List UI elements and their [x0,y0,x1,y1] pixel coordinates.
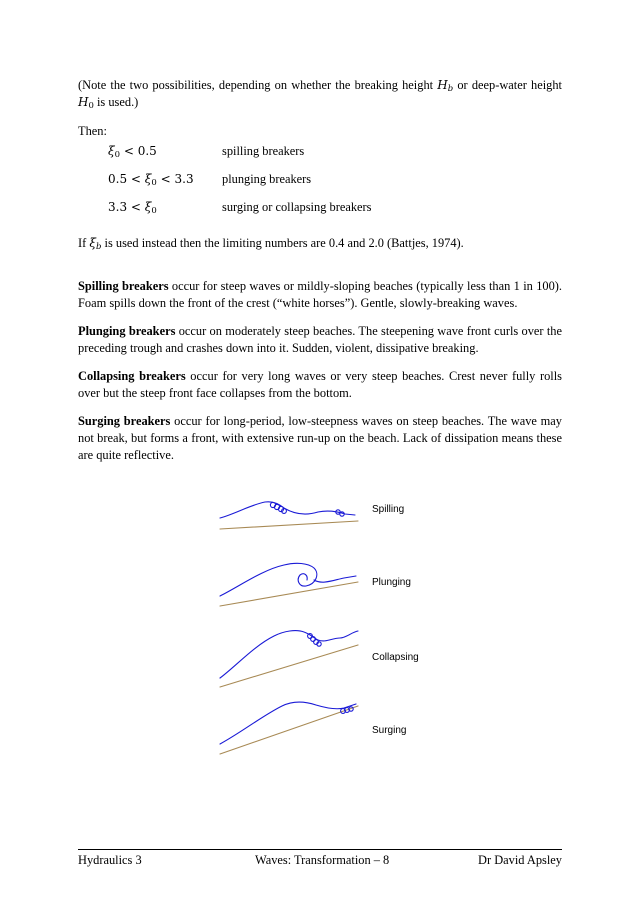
figure-label-spilling: Spilling [372,504,405,515]
figure-label-surging: Surging [372,725,407,736]
condition-spilling-desc: spilling breakers [222,144,305,158]
condition-spilling: $\xi_0 < 0.5$ [108,144,157,160]
xi-b-symbol: $\xi_b$ [89,236,102,252]
paragraph-spilling: Spilling breakers occur for steep waves or mildly-sloping beaches (typically less than 1 in 100). Foam spills down the front of the crest (“white horses”). Gentle, slowly-breaking waves. [78,279,563,310]
then-label: Then: [78,124,107,138]
note-text-1: (Note the two possibilities, depending on whether the breaking height [78,78,438,92]
paragraph-spilling-title: Spilling breakers [78,279,169,293]
condition-surging: $3.3 < \xi_0$ [108,200,157,216]
deep-water-height-symbol: $H_0$ [78,95,94,111]
note-text-3: is used.) [93,95,139,109]
footer-course: Hydraulics 3 [78,853,142,867]
paragraph-surging: Surging breakers occur for long-period, low-steepness waves on steep beaches. The wave may not break, but forms a front, with extensive run-up on the beach. Lack of dissipation means these are quite reflective. [78,414,563,462]
breaking-height-symbol: $H_b$ [437,78,454,94]
battjes-note: If $\xi_b$ is used instead then the limiting numbers are 0.4 and 2.0 (Battjes, 1974). [78,236,464,252]
beach-slope-plunging [220,582,358,606]
footer-page-title: Waves: Transformation – 8 [255,853,390,867]
paragraph-collapsing: Collapsing breakers occur for very long waves or very steep beaches. Crest never fully rolls over but the steep front face collapses from the bottom. [78,369,562,400]
wave-profile-surging [220,702,356,744]
wave-profile-plunging [220,563,356,596]
beach-slope-surging [220,706,358,754]
beach-slope-collapsing [220,645,358,687]
paragraph-plunging: Plunging breakers occur on moderately steep beaches. The steepening wave front curls over the preceding trough and crashes down into it. Sudden, violent, dissipative breaking. [78,324,562,355]
footer-author: Dr David Apsley [478,853,562,867]
figure-label-collapsing: Collapsing [372,652,419,663]
paragraph-collapsing-title: Collapsing breakers [78,369,186,383]
paragraph-plunging-title: Plunging breakers [78,324,176,338]
condition-surging-desc: surging or collapsing breakers [222,200,372,214]
footer-divider [78,849,562,850]
figure-label-plunging: Plunging [372,577,411,588]
wave-profile-spilling [220,502,355,518]
condition-plunging-desc: plunging breakers [222,172,312,186]
condition-plunging: $0.5 < \xi_0 < 3.3$ [108,172,194,188]
paragraph-surging-title: Surging breakers [78,414,171,428]
note-text-2: or deep-water height [453,78,562,92]
beach-slope-spilling [220,521,358,529]
wave-profile-collapsing [220,631,358,678]
